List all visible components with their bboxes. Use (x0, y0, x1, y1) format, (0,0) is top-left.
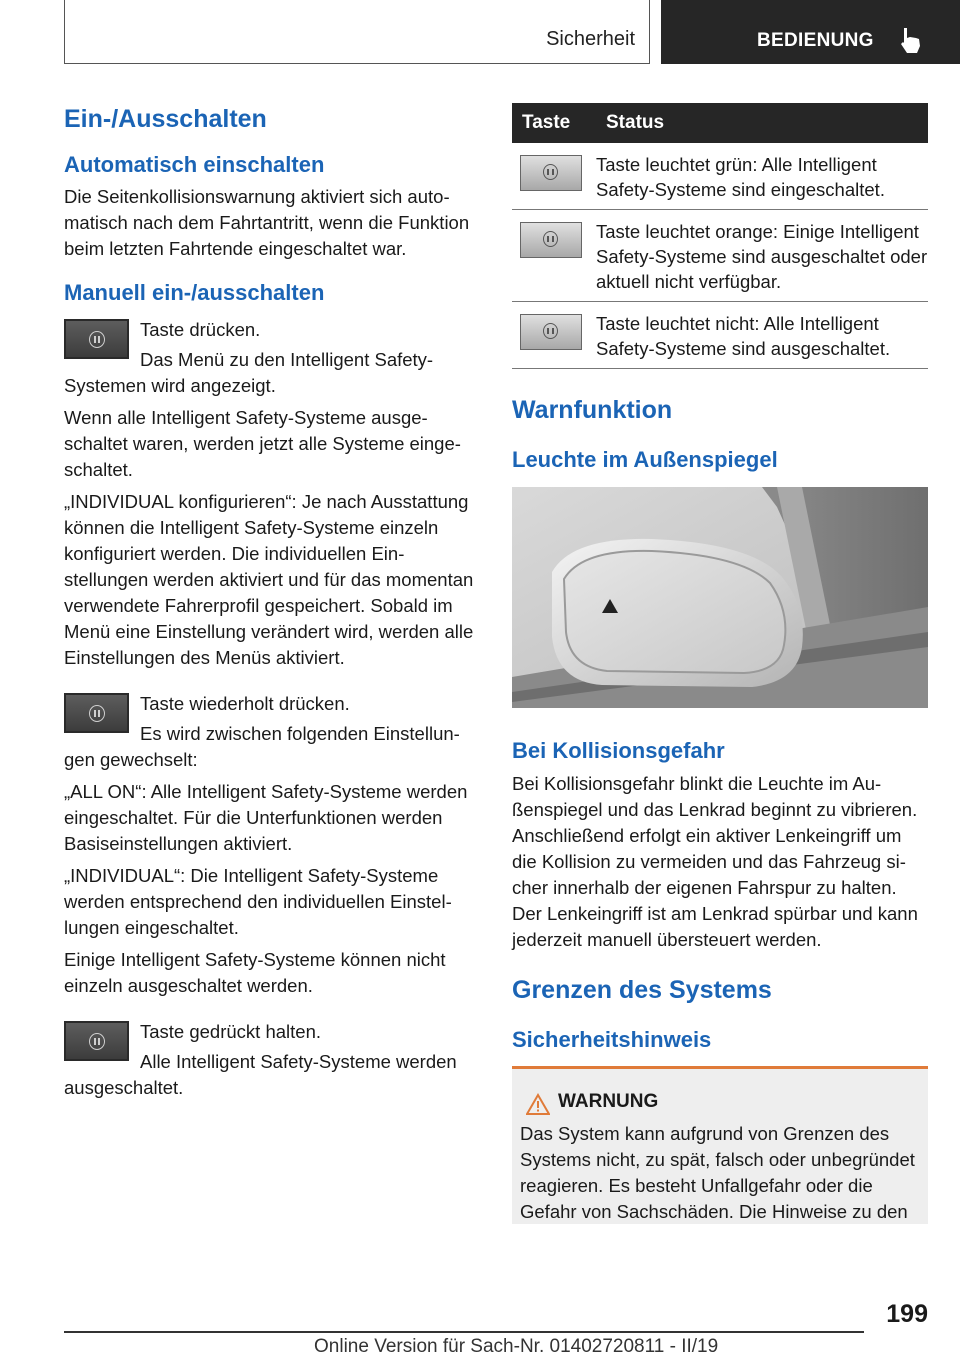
instruction-hold-result: Alle Intelligent Safety-Systeme werden ausgeschaltet. (64, 1050, 457, 1098)
footer-divider (64, 1331, 864, 1333)
heading-sicherheitshinweis: Sicherheitshinweis (512, 1026, 712, 1052)
intelligent-safety-button-image (64, 319, 129, 359)
warning-text: Das System kann aufgrund von Grenzen des Systems nicht, zu spät, falsch oder unbegründet reagieren. Es besteht Unfallgefahr oder die Gefahr von Sachschäden. Die Hinweise zu den (520, 1123, 915, 1222)
page-number: 199 (886, 1300, 928, 1328)
paragraph-individual: „INDIVIDUAL“: Die Intelligent Safety-Systeme werden entsprechend den individuellen Einstellungen eingeschaltet. (64, 864, 452, 938)
table-header-status: Status (596, 103, 928, 143)
button-instruction-2 (64, 691, 476, 773)
intelligent-safety-icon (89, 1033, 105, 1050)
heading-automatisch: Automatisch einschalten (64, 152, 325, 177)
pointing-hand-icon (898, 26, 924, 54)
paragraph-individual-config: „INDIVIDUAL konfigurieren“: Je nach Ausstattung können die Intelligent Safety-Systeme einzeln konfiguriert werden. Die individuellen Einstellungen werden aktiviert und für das momentan verwendete Fahrerprofil gespeichert. Sobald im Menü eine Einstellung verändert wird, werden alle Einstellungen des Menüs aktiviert. (64, 490, 474, 668)
button-instruction-3 (64, 1019, 476, 1101)
heading-kollisionsgefahr: Bei Kollisionsgefahr (512, 738, 725, 764)
warning-triangle-icon (526, 1093, 550, 1115)
warning-box (512, 1066, 928, 1224)
table-header-row (512, 103, 928, 143)
button-orange-image (520, 222, 582, 258)
status-cell: Taste leuchtet nicht: Alle Intelligent Safety-Systeme sind ausgeschaltet. (596, 302, 928, 369)
warning-title: WARNUNG (558, 1091, 659, 1112)
intelligent-safety-icon (89, 705, 105, 722)
table-row (512, 143, 928, 210)
paragraph-all-off: Wenn alle Intelligent Safety-Systeme ausgeschaltet waren, werden jetzt alle Systeme eingeschaltet. (64, 406, 461, 480)
left-column (64, 100, 476, 1101)
table-row (512, 210, 928, 302)
instruction-hold: Taste gedrückt halten. (140, 1020, 321, 1042)
heading-ein-ausschalten: Ein-/Ausschalten (64, 105, 267, 133)
table-header-key: Taste (512, 103, 596, 143)
status-cell: Taste leuchtet grün: Alle Intelligent Safety-Systeme sind eingeschaltet. (596, 143, 928, 210)
intelligent-safety-icon (543, 164, 558, 180)
heading-manuell: Manuell ein-/ausschalten (64, 280, 325, 306)
button-instruction-1 (64, 317, 476, 399)
button-off-image (520, 314, 582, 350)
header-chapter-box (661, 0, 960, 64)
button-green-image (520, 155, 582, 191)
heading-leuchte-spiegel: Leuchte im Außenspiegel (512, 447, 778, 472)
button-status-table (512, 103, 928, 369)
side-mirror-photo (512, 487, 928, 708)
intelligent-safety-button-image (64, 1021, 129, 1061)
section-title: Sicherheit (546, 28, 635, 50)
footer-text: Online Version für Sach-Nr. 01402720811 - II/19 (314, 1336, 719, 1357)
intelligent-safety-button-image (64, 693, 129, 733)
heading-grenzen: Grenzen des Systems (512, 975, 772, 1004)
table-row (512, 302, 928, 369)
instruction-repeat-result: Es wird zwischen folgenden Einstellungen gewechselt: (64, 722, 460, 770)
heading-warnfunktion: Warnfunktion (512, 396, 673, 424)
instruction-press: Taste drücken. (140, 318, 261, 340)
intelligent-safety-icon (543, 323, 558, 339)
intelligent-safety-icon (89, 331, 105, 348)
paragraph-collision: Bei Kollisionsgefahr blinkt die Leuchte im Außenspiegel und das Lenkrad beginnt zu vibrieren. Anschließend erfolgt ein aktiver Lenkeingriff um die Kollision zu vermeiden und das Fahrzeug sicher innerhalb der eigenen Fahrspur zu halten. Der Lenkeingriff ist am Lenkrad spürbar und kann jederzeit manuell übersteuert werden. (512, 772, 918, 950)
right-column (512, 103, 928, 1053)
status-cell: Taste leuchtet orange: Einige Intelligent Safety-Systeme sind ausgeschaltet oder aktuell nicht verfügbar. (596, 210, 928, 302)
instruction-press-result: Das Menü zu den Intelligent Safety-Systemen wird angezeigt. (64, 348, 434, 396)
header-section-box (64, 0, 650, 64)
paragraph-some-systems: Einige Intelligent Safety-Systeme können nicht einzeln ausgeschaltet werden. (64, 948, 446, 996)
chapter-title: BEDIENUNG (757, 30, 874, 51)
instruction-press-repeat: Taste wiederholt drücken. (140, 692, 350, 714)
paragraph-all-on: „ALL ON“: Alle Intelligent Safety-Systeme werden eingeschaltet. Für die Unterfunktionen werden Basiseinstellungen aktiviert. (64, 780, 468, 854)
paragraph-auto: Die Seitenkollisionswarnung aktiviert sich automatisch nach dem Fahrtantritt, wenn die Funktion beim letzten Fahrtende eingeschaltet war. (64, 186, 470, 260)
intelligent-safety-icon (543, 231, 558, 247)
